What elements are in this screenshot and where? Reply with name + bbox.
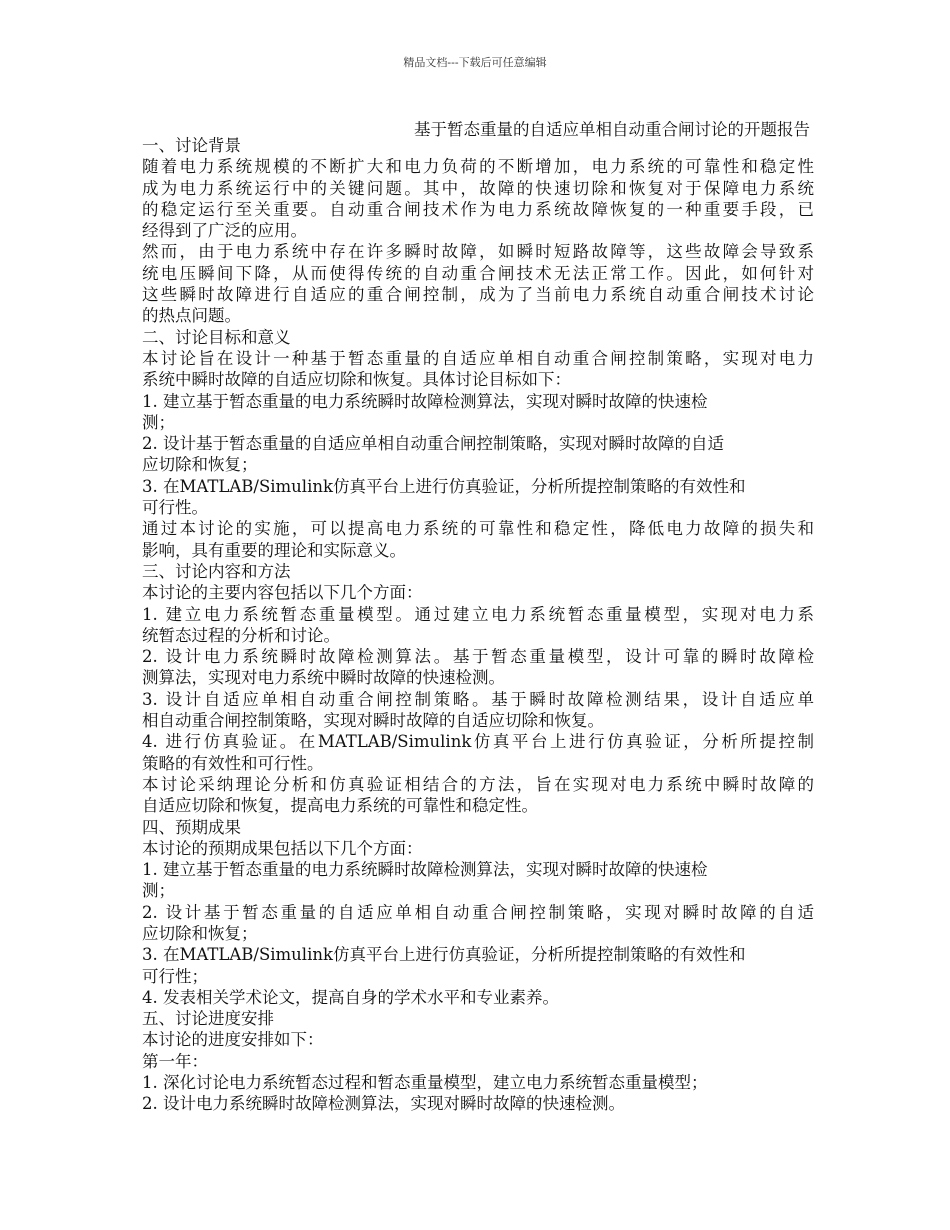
- text-line: 4. 进行仿真验证。在MATLAB/Simulink仿真平台上进行仿真验证，分析所提控制: [142, 732, 814, 752]
- text-line: 四、预期成果: [142, 817, 241, 837]
- text-line: 统电压瞬间下降，从而使得传统的自动重合闸技术无法正常工作。因此，如何针对: [142, 263, 814, 283]
- text-line: 相自动重合闸控制策略，实现对瞬时故障的自适应切除和恢复。: [142, 711, 604, 731]
- text-line: 五、讨论进度安排: [142, 1009, 274, 1029]
- text-line: 本讨论的进度安排如下：: [142, 1030, 324, 1050]
- text-line: 3. 在MATLAB/Simulink仿真平台上进行仿真验证，分析所提控制策略的有效性和: [142, 945, 746, 965]
- text-line: 应切除和恢复；: [142, 455, 258, 475]
- text-line: 随着电力系统规模的不断扩大和电力负荷的不断增加，电力系统的可靠性和稳定性: [142, 157, 814, 177]
- text-line: 2. 设计基于暂态重量的自适应单相自动重合闸控制策略，实现对瞬时故障的自适: [142, 434, 724, 454]
- text-line: 4. 发表相关学术论文，提高自身的学术水平和专业素养。: [142, 987, 559, 1007]
- text-line: 自适应切除和恢复，提高电力系统的可靠性和稳定性。: [142, 796, 538, 816]
- document-body: [142, 135, 814, 1115]
- text-line: 3. 设计自适应单相自动重合闸控制策略。基于瞬时故障检测结果，设计自适应单: [142, 689, 814, 709]
- text-line: 系统中瞬时故障的自适应切除和恢复。具体讨论目标如下：: [142, 370, 571, 390]
- text-line: 2. 设计电力系统瞬时故障检测算法，实现对瞬时故障的快速检测。: [142, 1094, 625, 1114]
- text-line: 经得到了广泛的应用。: [142, 221, 307, 241]
- text-line: 这些瞬时故障进行自适应的重合闸控制，成为了当前电力系统自动重合闸技术讨论: [142, 285, 814, 305]
- text-line: 第一年：: [142, 1051, 208, 1071]
- text-line: 本讨论采纳理论分析和仿真验证相结合的方法，旨在实现对电力系统中瞬时故障的: [142, 774, 814, 794]
- text-line: 可行性。: [142, 498, 208, 518]
- text-line: 三、讨论内容和方法: [142, 561, 291, 581]
- text-line: 2. 设计基于暂态重量的自适应单相自动重合闸控制策略，实现对瞬时故障的自适: [142, 902, 814, 922]
- text-line: 的热点问题。: [142, 306, 241, 326]
- text-line: 2. 设计电力系统瞬时故障检测算法。基于暂态重量模型，设计可靠的瞬时故障检: [142, 647, 814, 667]
- text-line: 本讨论的主要内容包括以下几个方面：: [142, 583, 423, 603]
- text-line: 1. 深化讨论电力系统暂态过程和暂态重量模型，建立电力系统暂态重量模型；: [142, 1073, 708, 1093]
- text-line: 统暂态过程的分析和讨论。: [142, 625, 340, 645]
- text-line: 影响，具有重要的理论和实际意义。: [142, 540, 406, 560]
- text-line: 成为电力系统运行中的关键问题。其中，故障的快速切除和恢复对于保障电力系统: [142, 178, 814, 198]
- text-line: 本讨论的预期成果包括以下几个方面：: [142, 838, 423, 858]
- text-line: 一、讨论背景: [142, 136, 241, 155]
- text-line: 策略的有效性和可行性。: [142, 753, 324, 773]
- text-line: 然而，由于电力系统中存在许多瞬时故障，如瞬时短路故障等，这些故障会导致系: [142, 242, 814, 262]
- header-note: 精品文档---下载后可任意编辑: [403, 56, 547, 69]
- text-line: 3. 在MATLAB/Simulink仿真平台上进行仿真验证，分析所提控制策略的有效性和: [142, 476, 746, 496]
- text-line: 通过本讨论的实施，可以提高电力系统的可靠性和稳定性，降低电力故障的损失和: [142, 519, 814, 539]
- text-line: 应切除和恢复；: [142, 923, 258, 943]
- text-line: 可行性；: [142, 966, 208, 986]
- text-line: 1. 建立基于暂态重量的电力系统瞬时故障检测算法，实现对瞬时故障的快速检: [142, 391, 708, 411]
- text-line: 本讨论旨在设计一种基于暂态重量的自适应单相自动重合闸控制策略，实现对电力: [142, 348, 814, 368]
- text-line: 测；: [142, 412, 175, 432]
- text-line: 1. 建立电力系统暂态重量模型。通过建立电力系统暂态重量模型，实现对电力系: [142, 604, 814, 624]
- text-line: 的稳定运行至关重要。自动重合闸技术作为电力系统故障恢复的一种重要手段，已: [142, 199, 814, 219]
- text-line: 测算法，实现对电力系统中瞬时故障的快速检测。: [142, 668, 505, 688]
- text-line: 二、讨论目标和意义: [142, 327, 291, 347]
- document-title: 基于暂态重量的自适应单相自动重合闸讨论的开题报告: [414, 120, 810, 139]
- text-line: 测；: [142, 881, 175, 901]
- text-line: 1. 建立基于暂态重量的电力系统瞬时故障检测算法，实现对瞬时故障的快速检: [142, 860, 708, 880]
